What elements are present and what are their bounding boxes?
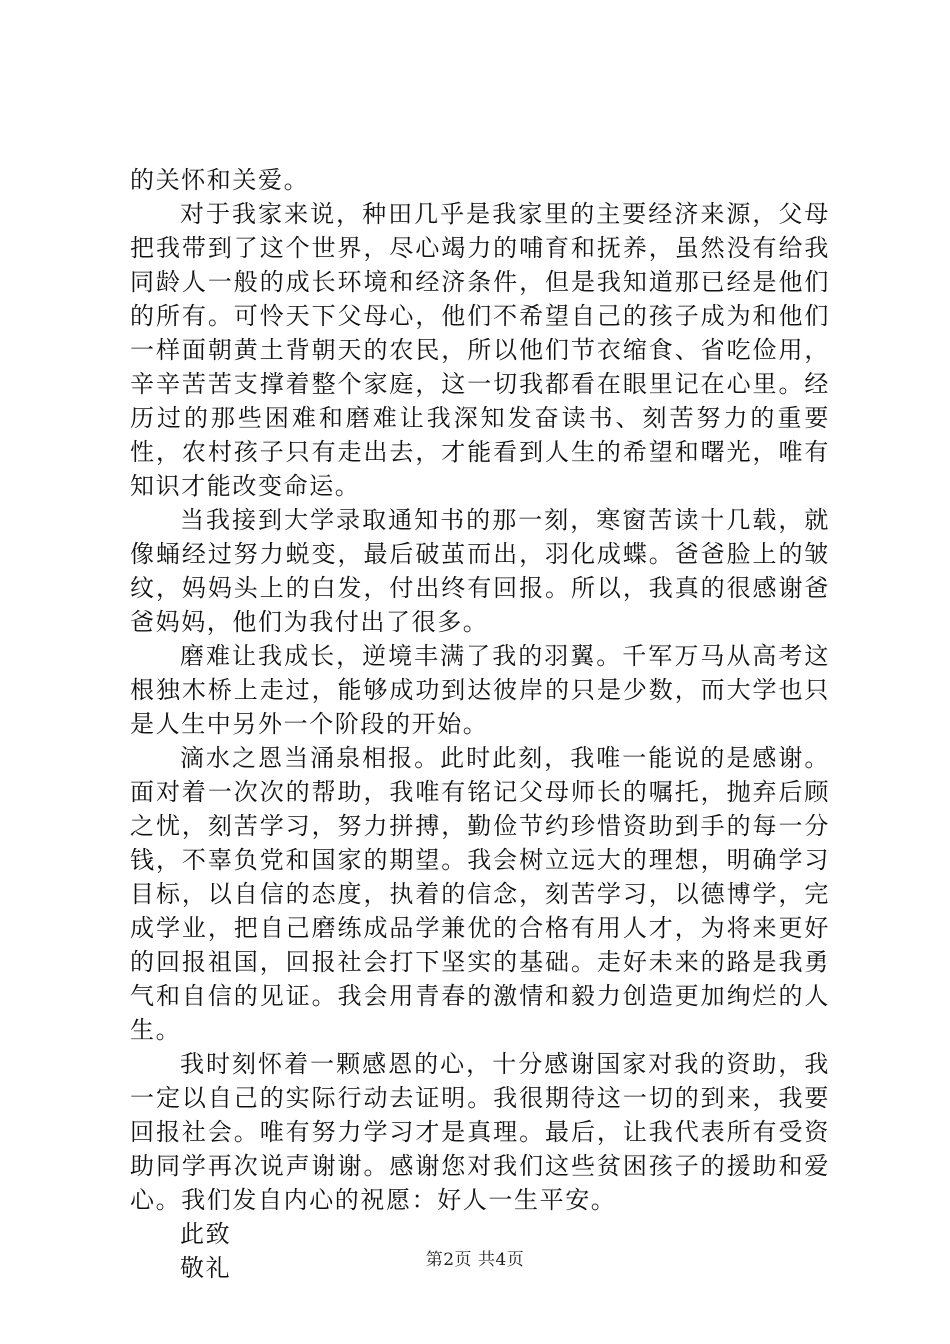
document-body bbox=[130, 163, 830, 1285]
paragraph: 当我接到大学录取通知书的那一刻，寒窗苦读十几载，就像蛹经过努力蜕变，最后破茧而出，羽化成蝶。爸爸脸上的皱纹，妈妈头上的白发，付出终有回报。所以，我真的很感谢爸爸妈妈，他们为我付出了很多。 bbox=[130, 506, 830, 636]
paragraph: 对于我家来说，种田几乎是我家里的主要经济来源，父母把我带到了这个世界，尽心竭力的哺育和抚养，虽然没有给我同龄人一般的成长环境和经济条件，但是我知道那已经是他们的所有。可怜天下父母心，他们不希望自己的孩子成为和他们一样面朝黄土背朝天的农民，所以他们节衣缩食、省吃俭用，辛辛苦苦支撑着整个家庭，这一切我都看在眼里记在心里。经历过的那些困难和磨难让我深知发奋读书、刻苦努力的重要性，农村孩子只有走出去，才能看到人生的希望和曙光，唯有知识才能改变命运。 bbox=[130, 200, 830, 500]
paragraph: 滴水之恩当涌泉相报。此时此刻，我唯一能说的是感谢。面对着一次次的帮助，我唯有铭记父母师长的嘱托，抛弃后顾之忧，刻苦学习，努力拼搏，勤俭节约珍惜资助到手的每一分钱，不辜负党和国家的期望。我会树立远大的理想，明确学习目标，以自信的态度，执着的信念，刻苦学习，以德博学，完成学业，把自己磨练成品学兼优的合格有用人才，为将来更好的回报祖国，回报社会打下坚实的基础。走好未来的路是我勇气和自信的见证。我会用青春的激情和毅力创造更加绚烂的人生。 bbox=[130, 744, 830, 1044]
paragraph-continued: 的关怀和关爱。 bbox=[130, 166, 310, 194]
paragraph: 磨难让我成长，逆境丰满了我的羽翼。千军万马从高考这根独木桥上走过，能够成功到达彼岸的只是少数，而大学也只是人生中另外一个阶段的开始。 bbox=[130, 642, 830, 738]
closing-salutation: 此致 bbox=[180, 1220, 232, 1248]
paragraph: 我时刻怀着一颗感恩的心，十分感谢国家对我的资助，我一定以自己的实际行动去证明。我很期待这一切的到来，我要回报社会。唯有努力学习才是真理。最后，让我代表所有受资助同学再次说声谢谢。感谢您对我们这些贫困孩子的援助和爱心。我们发自内心的祝愿：好人一生平安。 bbox=[130, 1050, 830, 1214]
page-number-footer: 第2页 共4页 bbox=[425, 1250, 525, 1270]
closing-regards: 敬礼 bbox=[180, 1254, 232, 1282]
